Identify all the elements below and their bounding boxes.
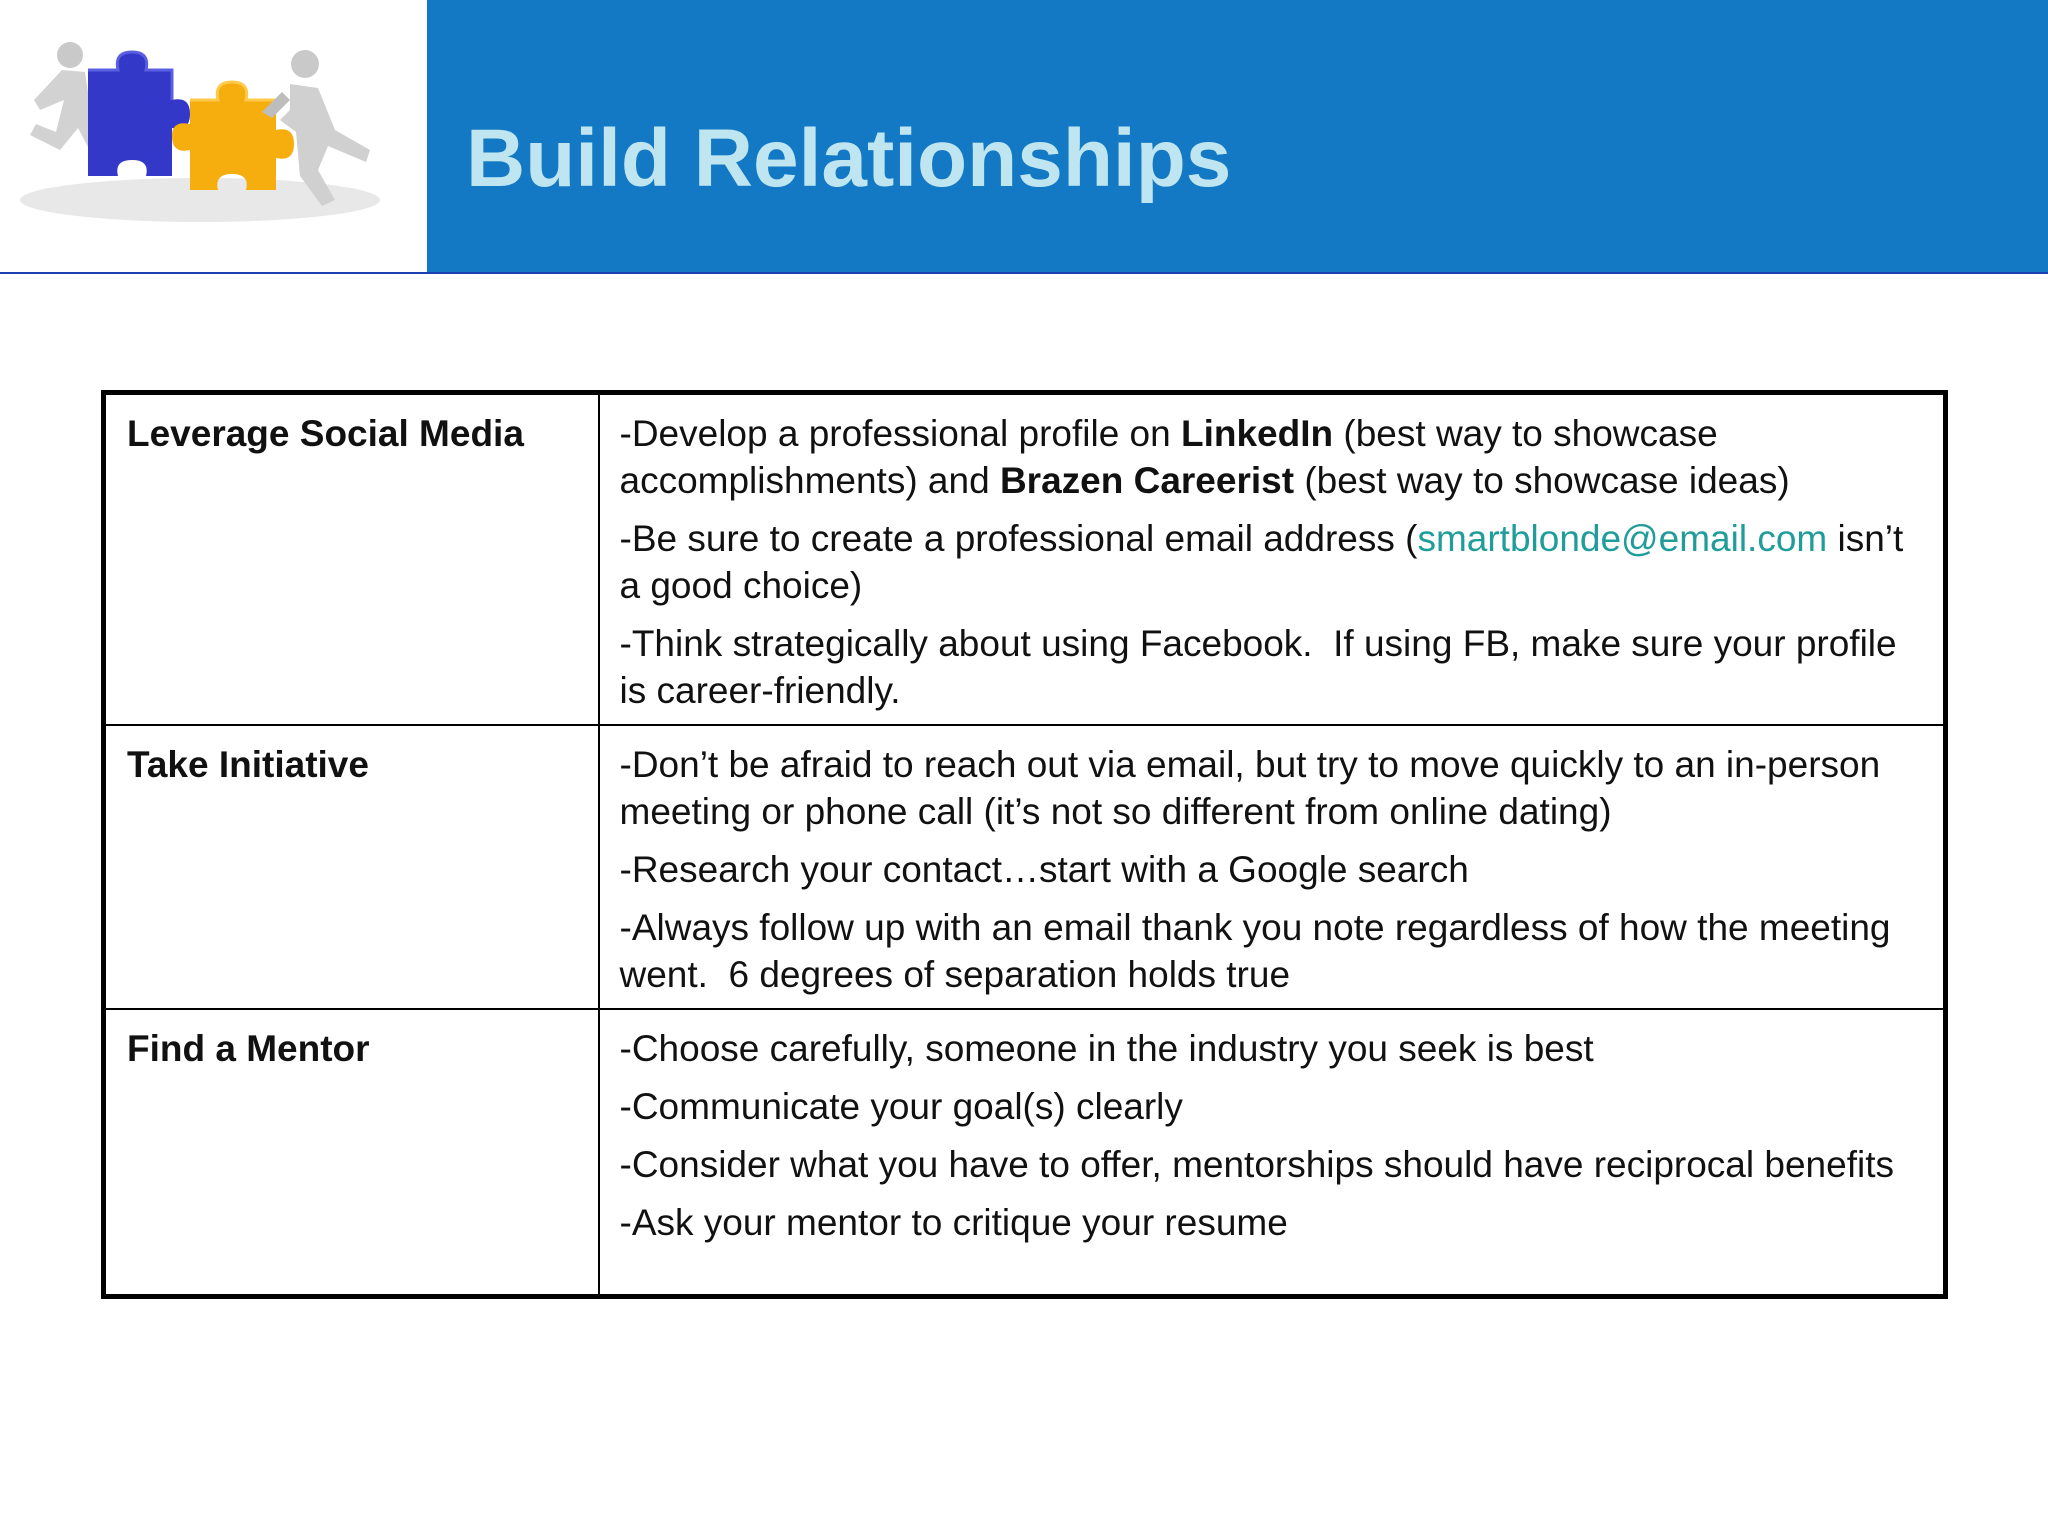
- row-content: [599, 393, 1946, 726]
- text-run: -Be sure to create a professional email address (: [619, 518, 1418, 559]
- list-item: -Always follow up with an email thank you note regardless of how the meeting went. 6 degrees of separation holds true: [619, 907, 1891, 995]
- text-run: (best way to showcase ideas): [1294, 460, 1790, 501]
- table-row: [104, 1009, 1946, 1296]
- row-content: [599, 1009, 1946, 1296]
- list-item: -Research your contact…start with a Google search: [619, 849, 1469, 890]
- brazen-careerist-emphasis: Brazen Careerist: [999, 460, 1295, 501]
- advice-table: [101, 390, 1948, 1299]
- text-run: isn’t a good choice): [619, 518, 1904, 606]
- list-item: [620, 410, 1932, 504]
- list-item: -Consider what you have to offer, mentorships should have reciprocal benefits: [619, 1144, 1894, 1185]
- row-content: [599, 725, 1946, 1009]
- row-heading: Leverage Social Media: [104, 393, 599, 726]
- text-run: (best way to showcase accomplishments) and: [619, 413, 1718, 501]
- row-heading: Take Initiative: [104, 725, 599, 1009]
- email-link[interactable]: smartblonde@email.com: [1417, 518, 1828, 559]
- list-item: -Don’t be afraid to reach out via email, but try to move quickly to an in-person meeting or phone call (it’s not so different from online dating): [619, 744, 1881, 832]
- slide-header: [0, 0, 2048, 274]
- list-item: -Choose carefully, someone in the industry you seek is best: [619, 1028, 1594, 1069]
- list-item: -Communicate your goal(s) clearly: [619, 1086, 1183, 1127]
- header-divider: [0, 272, 2048, 274]
- list-item: -Ask your mentor to critique your resume: [619, 1202, 1288, 1243]
- slide-title: Build Relationships: [466, 113, 1232, 204]
- table-row: [104, 725, 1946, 1009]
- logo-area: [0, 0, 427, 272]
- linkedin-emphasis: LinkedIn: [1181, 413, 1334, 454]
- puzzle-people-icon: [0, 0, 427, 272]
- text-run: -Develop a professional profile on: [619, 413, 1181, 454]
- list-item: [620, 515, 1932, 609]
- list-item: -Think strategically about using Facebook. If using FB, make sure your profile is career-friendly.: [619, 623, 1897, 711]
- table-row: [104, 393, 1946, 726]
- row-heading: Find a Mentor: [104, 1009, 599, 1296]
